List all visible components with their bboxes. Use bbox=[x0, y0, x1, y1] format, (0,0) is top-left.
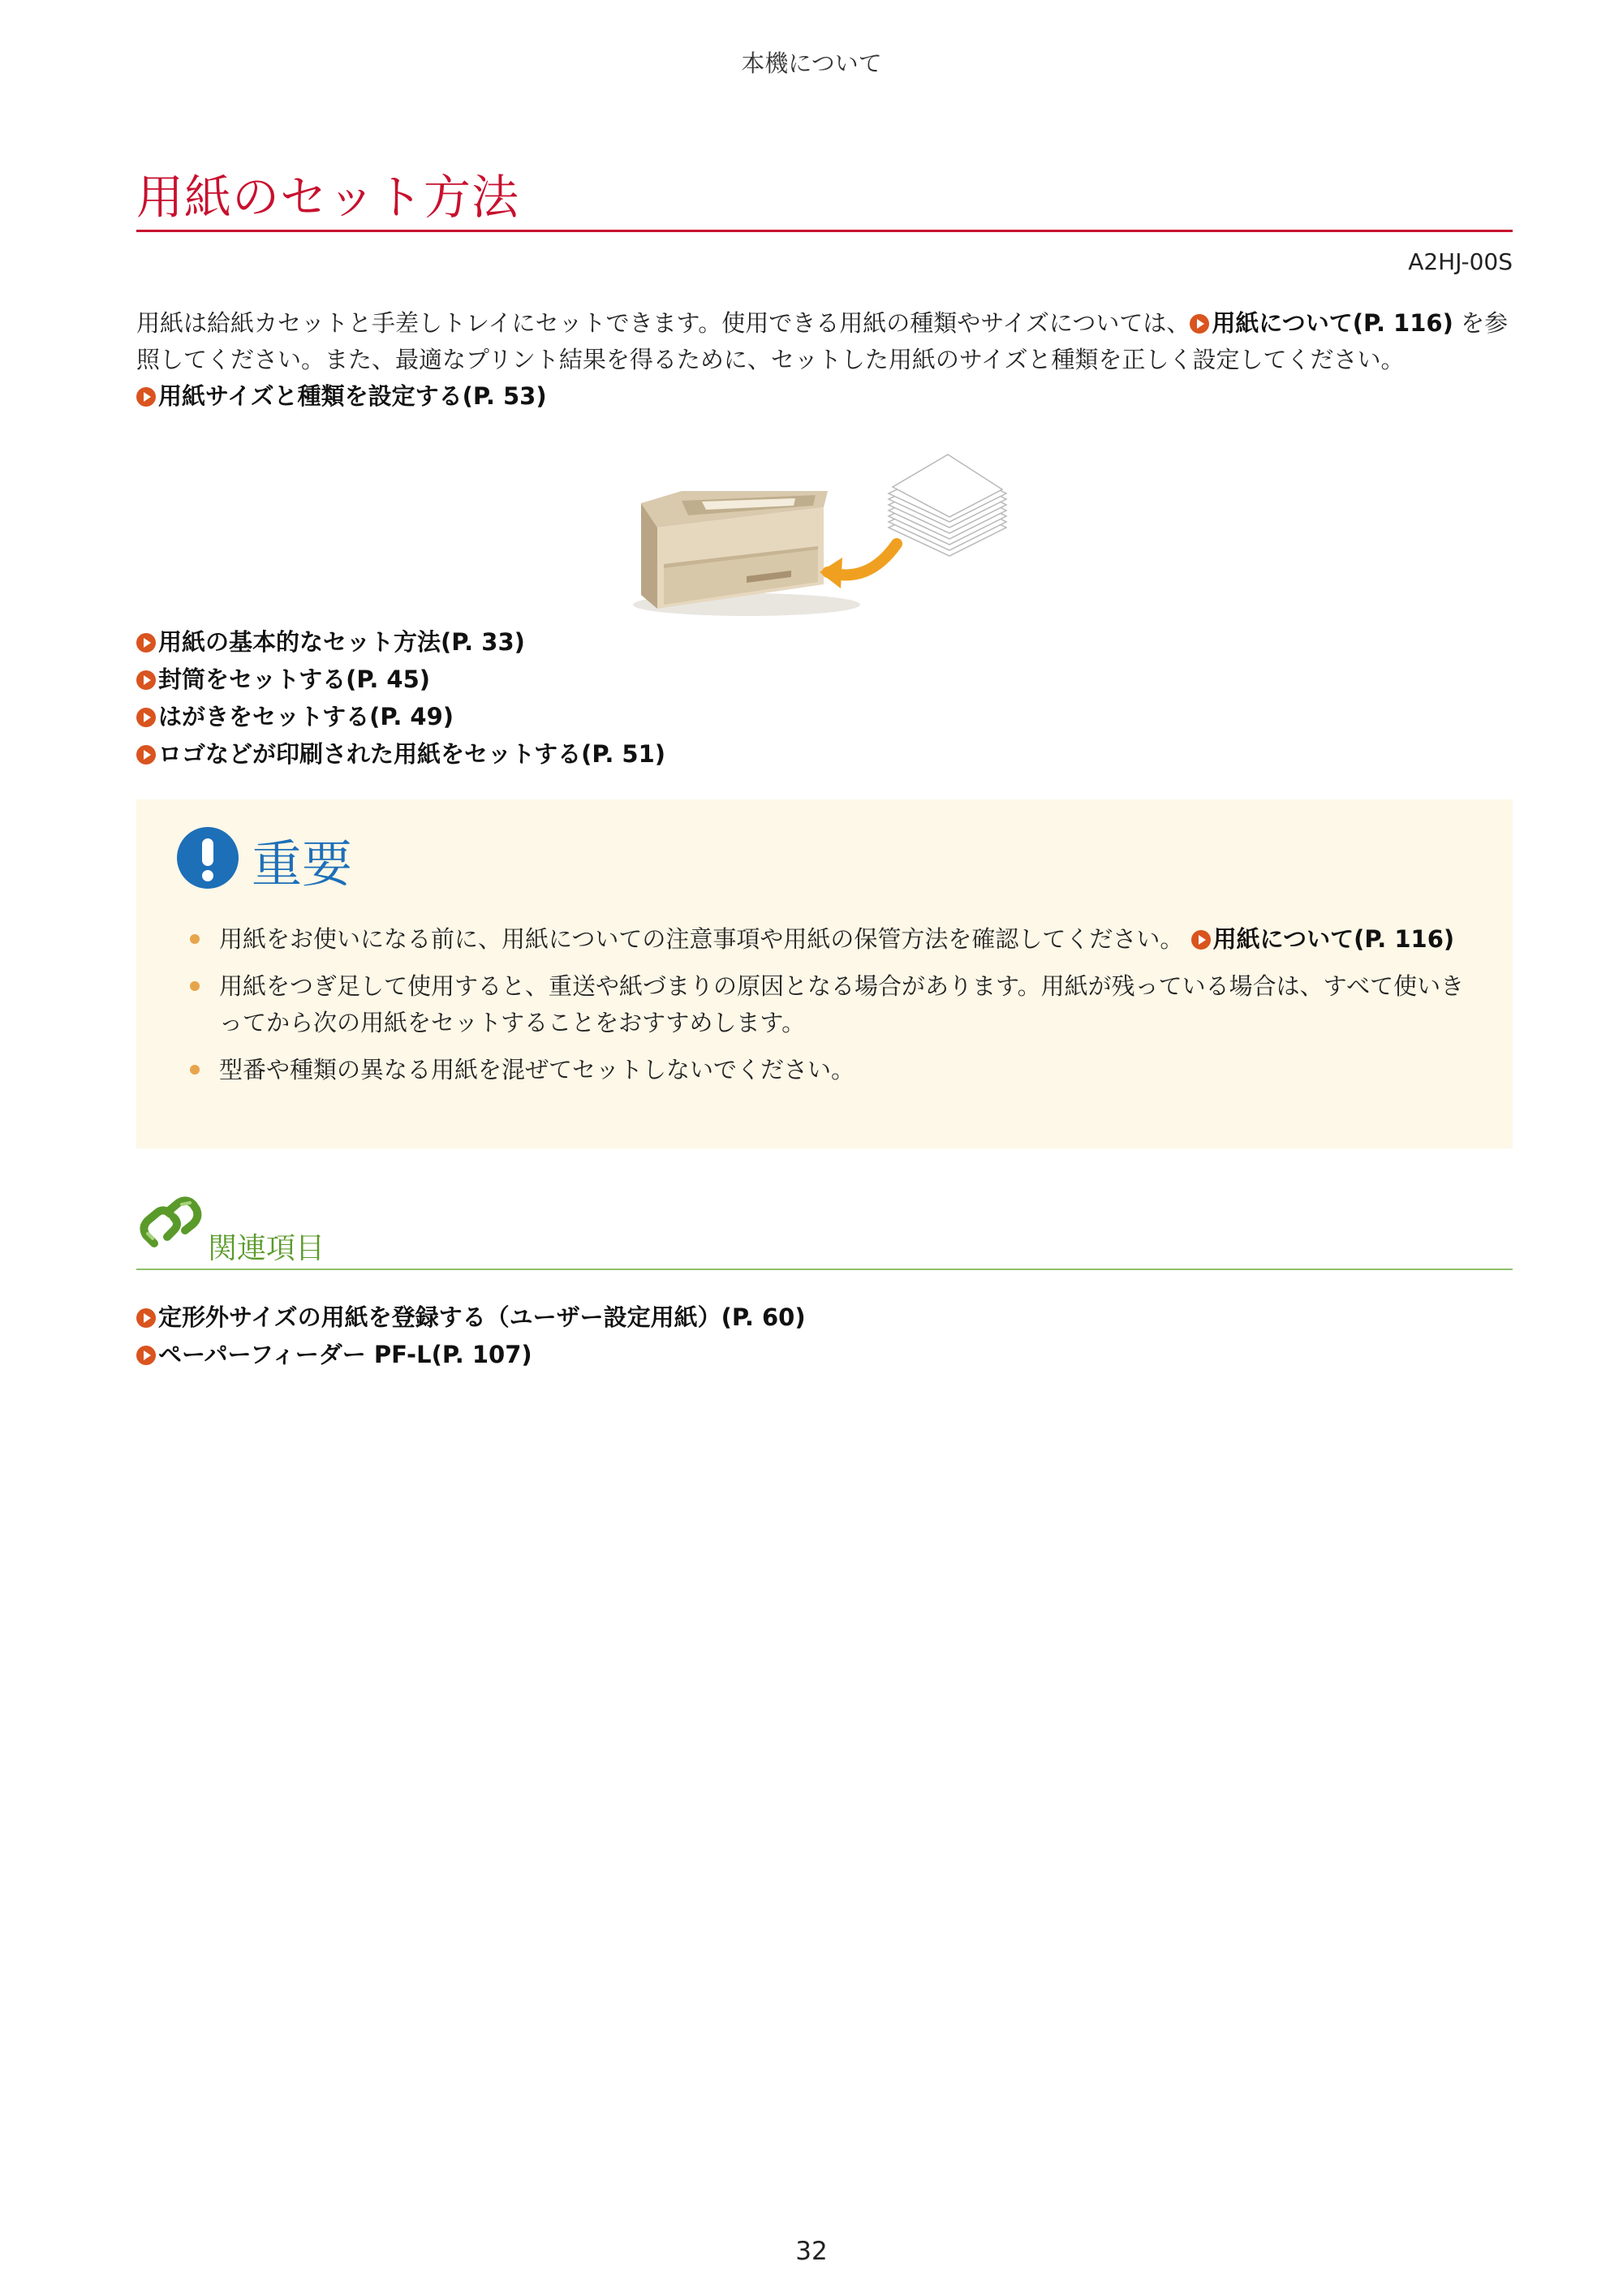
printer-and-paper-stack-illustration bbox=[625, 450, 1031, 621]
document-id: A2HJ-00S bbox=[1408, 248, 1513, 275]
link-paper-info[interactable] bbox=[1190, 309, 1453, 337]
link-label: 定形外サイズの用紙を登録する（ユーザー設定用紙）(P. 60) bbox=[158, 1303, 806, 1331]
link-label: ロゴなどが印刷された用紙をセットする(P. 51) bbox=[158, 740, 666, 768]
intro-paragraph bbox=[136, 305, 1524, 415]
link[interactable] bbox=[136, 1341, 532, 1368]
link-label: 封筒をセットする(P. 45) bbox=[158, 666, 431, 693]
link-arrow-icon bbox=[136, 1346, 156, 1365]
link-arrow-icon bbox=[136, 745, 156, 765]
list-item[interactable] bbox=[136, 1336, 806, 1373]
link-arrow-icon bbox=[1190, 314, 1209, 334]
link-label: 用紙について(P. 116) bbox=[1212, 925, 1455, 953]
page-title: 用紙のセット方法 bbox=[136, 170, 520, 225]
link-arrow-icon bbox=[136, 1308, 156, 1328]
link-arrow-icon bbox=[136, 670, 156, 690]
link[interactable] bbox=[136, 628, 525, 656]
list-item[interactable] bbox=[136, 735, 665, 773]
related-links bbox=[136, 1299, 806, 1373]
important-text: 用紙をお使いになる前に、用紙についての注意事項や用紙の保管方法を確認してください。 bbox=[219, 925, 1184, 953]
link[interactable] bbox=[136, 703, 454, 730]
running-header: 本機について bbox=[741, 50, 882, 77]
link-label: 用紙の基本的なセット方法(P. 33) bbox=[158, 628, 525, 656]
link-arrow-icon bbox=[1191, 930, 1211, 950]
related-heading: 関連項目 bbox=[208, 1232, 325, 1265]
link-paper-info-label: 用紙について(P. 116) bbox=[1212, 309, 1453, 337]
bullet-dot-icon bbox=[190, 934, 200, 944]
link-arrow-icon bbox=[136, 387, 156, 407]
link[interactable] bbox=[136, 1303, 806, 1331]
link-label: ペーパーフィーダー PF-L(P. 107) bbox=[158, 1341, 532, 1368]
link-label: はがきをセットする(P. 49) bbox=[158, 703, 454, 730]
chain-link-icon bbox=[136, 1193, 204, 1261]
link-arrow-icon bbox=[136, 633, 156, 653]
important-text: 用紙をつぎ足して使用すると、重送や紙づまりの原因となる場合があります。用紙が残っている場合は、すべて使いきってから次の用紙をセットすることをおすすめします。 bbox=[219, 972, 1465, 1036]
link[interactable] bbox=[136, 740, 665, 768]
intro-text-1: 用紙は給紙カセットと手差しトレイにセットできます。使用できる用紙の種類やサイズについては、 bbox=[136, 309, 1190, 337]
bullet-dot-icon bbox=[190, 1065, 200, 1075]
intro-text-2: を参照してください。また、最適なプリント結果を得るために、セットした用紙のサイズと種類を正しく設定してください。 bbox=[136, 309, 1509, 373]
title-rule bbox=[136, 230, 1513, 232]
link-set-size-type-label: 用紙サイズと種類を設定する(P. 53) bbox=[158, 382, 547, 410]
list-item bbox=[187, 921, 1477, 958]
important-heading: 重要 bbox=[252, 834, 353, 894]
list-item[interactable] bbox=[136, 1299, 806, 1336]
bullet-dot-icon bbox=[190, 981, 200, 991]
link-arrow-icon bbox=[136, 708, 156, 727]
important-list bbox=[187, 921, 1477, 1099]
list-item[interactable] bbox=[136, 661, 665, 698]
important-text: 型番や種類の異なる用紙を混ぜてセットしないでください。 bbox=[219, 1056, 855, 1083]
link-set-size-type[interactable] bbox=[136, 382, 547, 410]
page-number: 32 bbox=[795, 2237, 828, 2266]
important-notice bbox=[136, 799, 1513, 1148]
exclamation-icon bbox=[177, 827, 239, 889]
related-rule bbox=[136, 1269, 1513, 1270]
list-item bbox=[187, 1052, 1477, 1088]
list-item bbox=[187, 968, 1477, 1041]
section-links bbox=[136, 623, 665, 773]
list-item[interactable] bbox=[136, 623, 665, 661]
link-paper-info[interactable] bbox=[1191, 925, 1455, 953]
link[interactable] bbox=[136, 666, 430, 693]
list-item[interactable] bbox=[136, 698, 665, 735]
